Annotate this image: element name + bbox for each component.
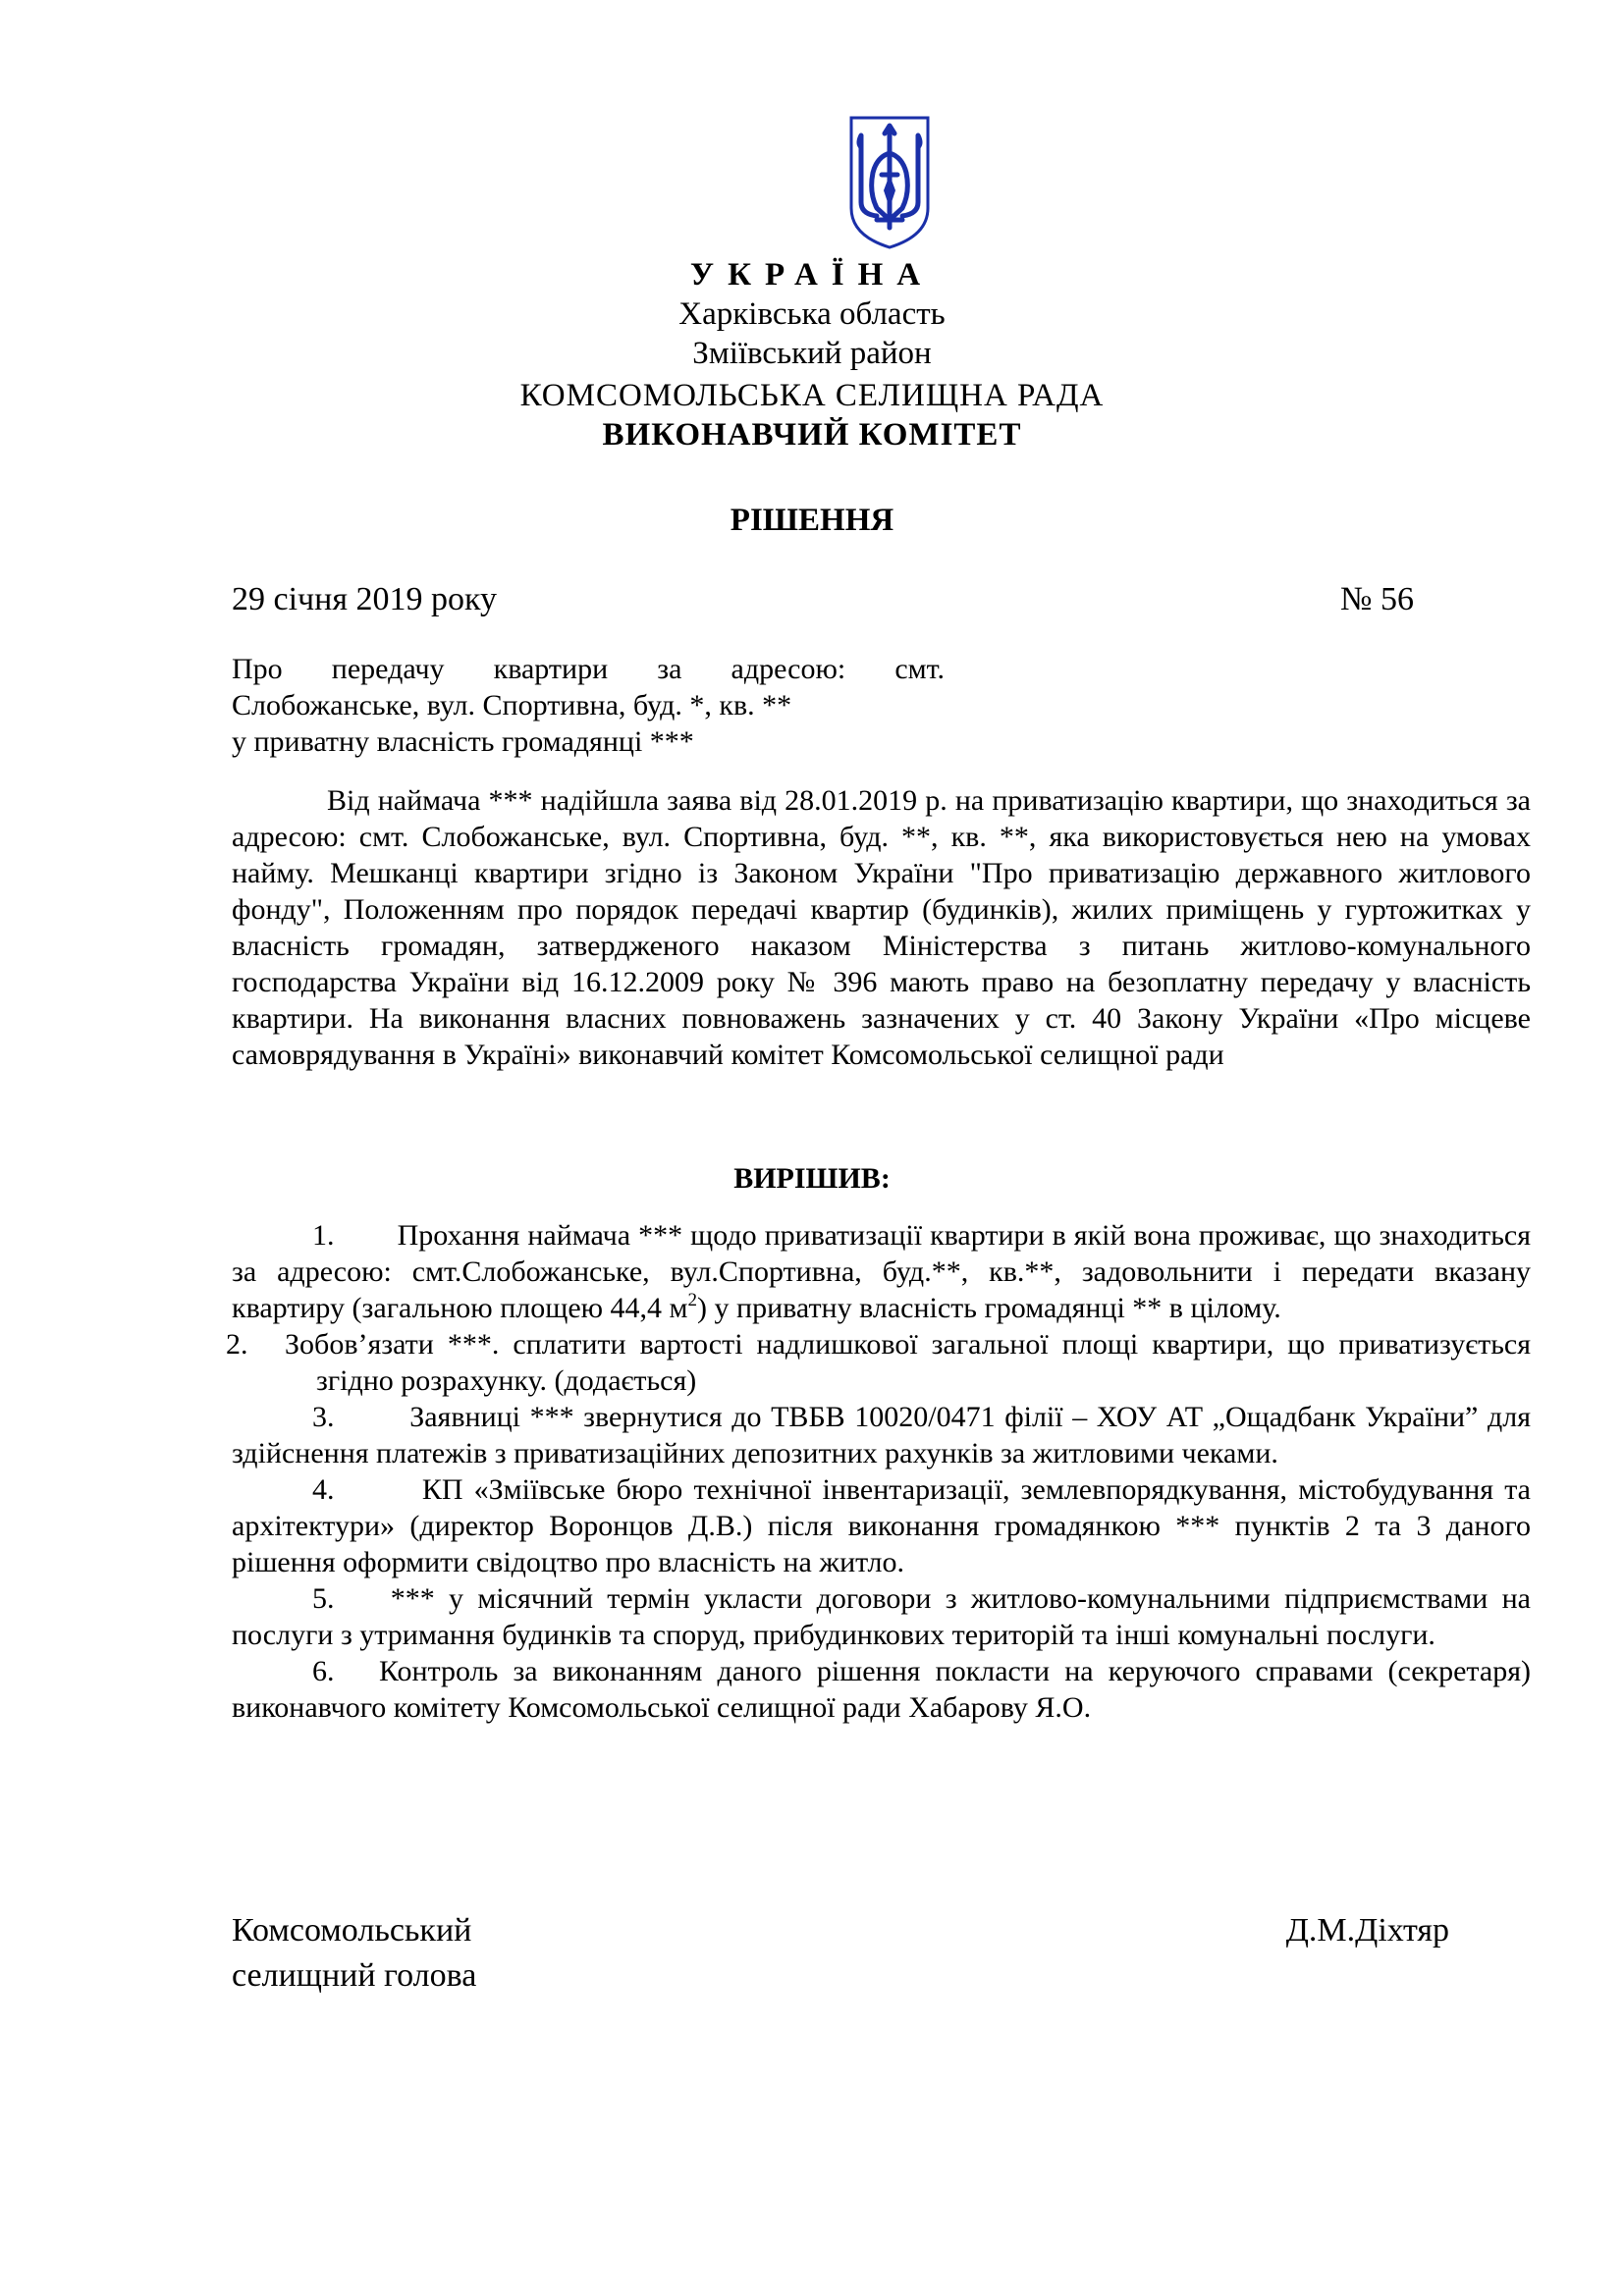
item-text: Заявниці *** звернутися до ТВБВ 10020/0471 філії – ХОУ АТ „Ощадбанк України” для здійснення платежів з приватизаційних депозитних рахунків за житловими чеками. — [232, 1401, 1531, 1469]
decision-subject — [232, 651, 945, 760]
item-number: 6. — [312, 1655, 335, 1687]
country-heading: УКРАЇНА — [689, 257, 935, 293]
item-text: *** у місячний термін укласти договори з житлово-комунальними підприємствами на послуги з утримання будинків та споруд, прибудинкових територій та інші комунальні послуги. — [232, 1582, 1532, 1651]
signatory-title-line-2: селищний голова — [232, 1957, 477, 1994]
decision-date: 29 січня 2019 року — [232, 581, 498, 617]
signatory-title-line-1: Комсомольський — [232, 1912, 472, 1949]
district-line: Зміївський район — [692, 336, 932, 371]
decision-item-6 — [232, 1653, 1531, 1726]
decision-item-2: 2. Зобов’язати ***. сплатити вартості надлишкової загальної площі квартири, що приватизується згідно розрахунку. (додається) — [226, 1328, 1531, 1397]
subject-line-2: Слобожанське, вул. Спортивна, буд. *, кв. ** — [232, 689, 792, 721]
signatory-title — [232, 1908, 476, 1999]
subject-line-3: у приватну власність громадянці *** — [232, 725, 694, 758]
decision-item-4 — [232, 1471, 1531, 1580]
item-text: Зобов’язати ***. сплатити вартості надлишкової загальної площі квартири, що приватизується згідно розрахунку. (додається) — [285, 1328, 1531, 1397]
item-number: 3. — [312, 1401, 335, 1433]
item-text-end: ) у приватну власність громадянці ** в цілому. — [697, 1292, 1281, 1324]
document-type-heading: РІШЕННЯ — [730, 503, 894, 538]
region-line: Харківська область — [678, 296, 946, 332]
decision-item-1 — [232, 1217, 1531, 1326]
item-text: Прохання наймача *** щодо приватизації квартири в якій вона проживає, що знаходиться за адресою: смт.Слобожанське, вул.Спортивна, буд.**, кв.**, задовольнити і передати вказану квартиру (загальною площею 44,4 м — [232, 1219, 1531, 1324]
item-text: КП «Зміївське бюро технічної інвентаризації, землевпорядкування, містобудування та архітектури» (директор Воронцов Д.В.) після виконання громадянкою *** пунктів 2 та 3 даного рішення оформити свідоцтво про власність на житло. — [232, 1473, 1531, 1578]
item-text: Контроль за виконанням даного рішення покласти на керуючого справами (секретаря) виконавчого комітету Комсомольської селищної ради Хабарову Я.О. — [232, 1655, 1531, 1724]
decision-item-3 — [232, 1399, 1531, 1471]
signatory-name: Д.М.Діхтяр — [1285, 1912, 1449, 1949]
superscript: 2 — [687, 1290, 698, 1310]
council-line: КОМСОМОЛЬСЬКА СЕЛИЩНА РАДА — [519, 378, 1105, 413]
decision-item-5 — [232, 1580, 1531, 1653]
decision-number: № 56 — [1340, 581, 1414, 617]
subject-line-1: Про передачу квартири за адресою: смт. — [232, 653, 945, 685]
item-number: 4. — [312, 1473, 335, 1506]
decision-items-list — [226, 1217, 1532, 1726]
intro-paragraph: Від наймача *** надійшла заява від 28.01.2019 р. на приватизацію квартири, що знаходиться за адресою: смт. Слобожанське, вул. Спортивна, буд. **, кв. **, яка використовується нею на умовах найму. Мешканці квартири згідно із Законом України "Про приватизацію державного житлового фонду", Положенням про порядок передачі квартир (будинків), жилих приміщень у гуртожитках у власність громадян, затвердженого наказом Міністерства з питань житлово-комунального господарства України від 16.12.2009 року № 396 мають право на безоплатну передачу у власність квартири. На виконання власних повноважень зазначених у ст. 40 Закону України «Про місцеве самоврядування в Україні» виконавчий комітет Комсомольської селищної ради — [232, 784, 1531, 1071]
coat-of-arms-trident-icon — [847, 114, 932, 251]
item-number: 5. — [312, 1582, 335, 1615]
committee-line: ВИКОНАВЧИЙ КОМІТЕТ — [602, 417, 1022, 453]
decided-heading: ВИРІШИВ: — [733, 1162, 891, 1195]
item-number: 1. — [312, 1219, 335, 1252]
